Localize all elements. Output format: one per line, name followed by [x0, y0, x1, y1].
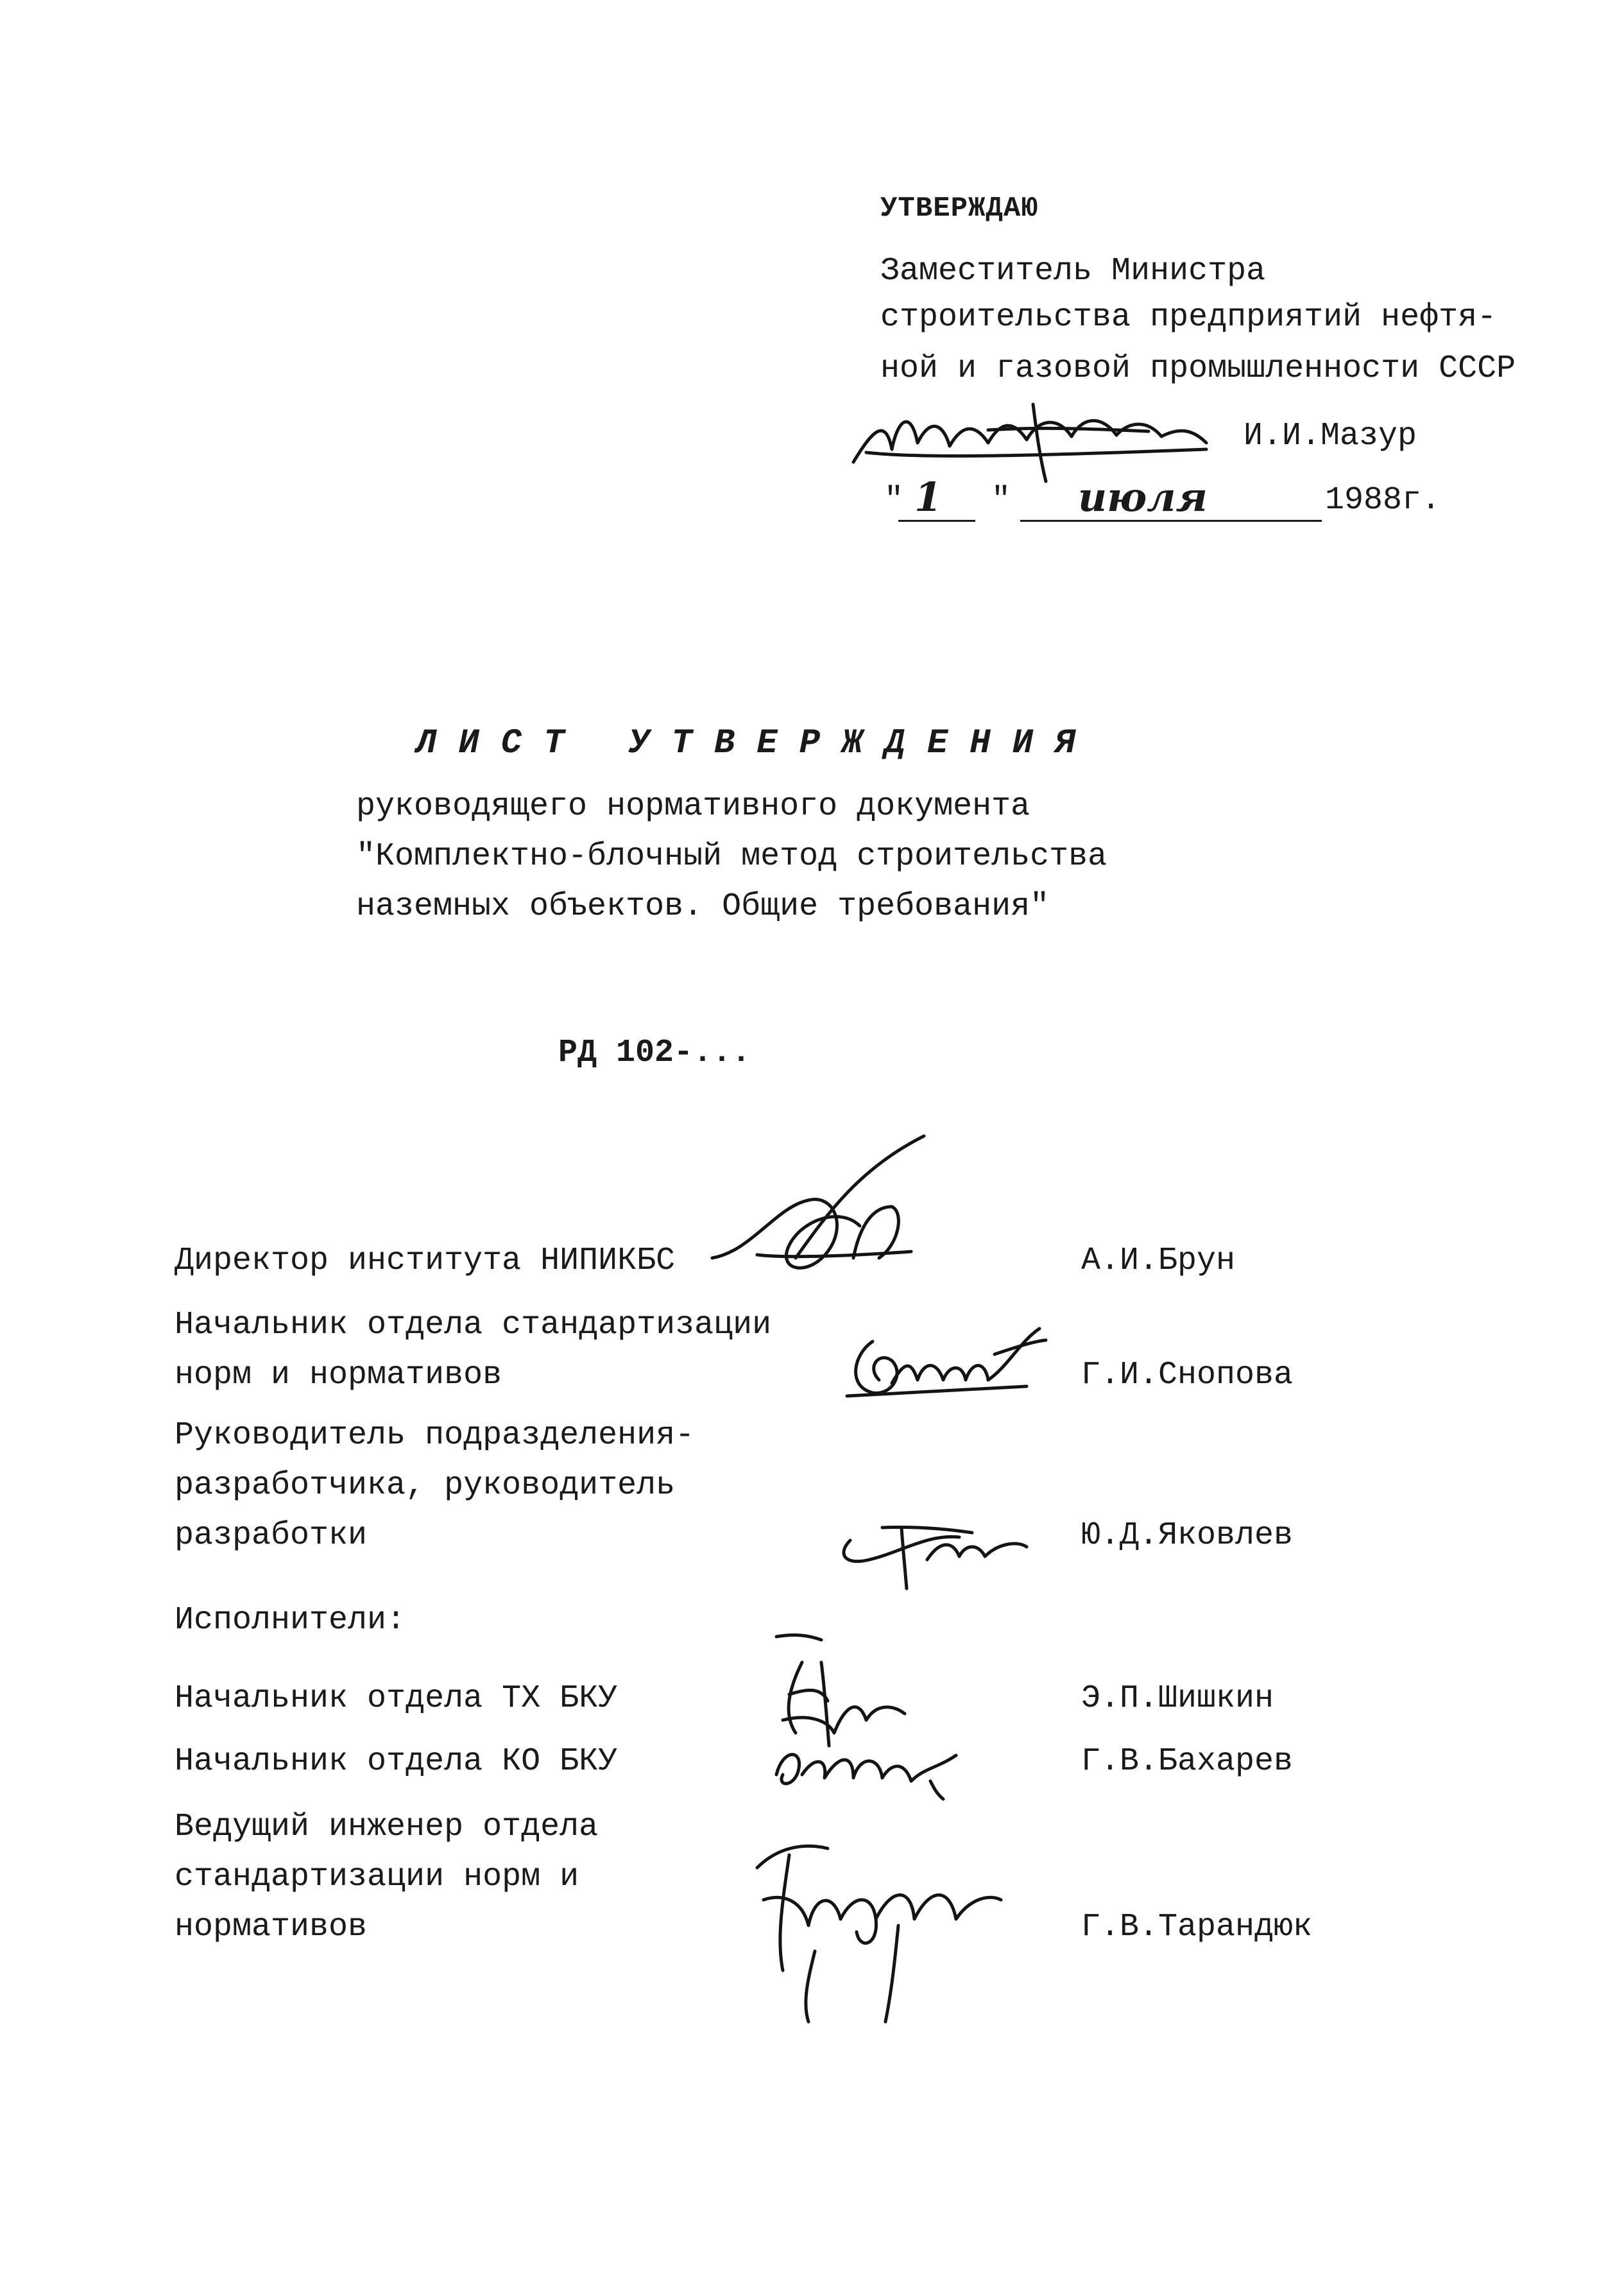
document-code: РД 102-...	[558, 1035, 751, 1071]
signatory-1-position: Директор института НИПИКБС	[175, 1243, 676, 1279]
approval-line-3: ной и газовой промышленности СССР	[880, 350, 1516, 387]
signatory-2-name: Г.И.Снопова	[1081, 1357, 1294, 1393]
executor-3-position-line-2: стандартизации норм и	[175, 1859, 579, 1895]
executor-1-position: Начальник отдела ТХ БКУ	[175, 1680, 618, 1717]
title-line-2: "Комплектно-блочный метод строительства	[356, 838, 1107, 875]
date-day-underline	[898, 520, 975, 522]
signatory-1-name: А.И.Брун	[1081, 1243, 1236, 1279]
approval-signer: И.И.Мазур	[1244, 418, 1417, 454]
executor-1-name: Э.П.Шишкин	[1081, 1680, 1274, 1717]
executor-3-position-line-3: нормативов	[175, 1909, 368, 1945]
executor-3-name: Г.В.Тарандюк	[1081, 1909, 1313, 1945]
title-line-1: руководящего нормативного документа	[356, 788, 1030, 825]
date-open-quote: "	[884, 482, 904, 519]
approval-line-2: строительства предприятий нефтя-	[880, 299, 1497, 336]
date-mid-quote: "	[991, 482, 1011, 519]
executor-2-position: Начальник отдела КО БКУ	[175, 1743, 618, 1780]
document-title: ЛИСТ УТВЕРЖДЕНИЯ	[416, 724, 1098, 763]
date-month: июля	[1078, 474, 1208, 521]
title-line-3: наземных объектов. Общие требования"	[356, 888, 1050, 925]
signature-bakharev	[764, 1730, 969, 1800]
signatory-3-position-line-1: Руководитель подразделения-	[175, 1417, 695, 1454]
date-day: 1	[914, 474, 943, 521]
signature-yakovlev	[831, 1502, 1030, 1598]
executor-2-name: Г.В.Бахарев	[1081, 1743, 1294, 1780]
executors-label: Исполнители:	[175, 1602, 406, 1639]
signatory-2-position-line-2: норм и нормативов	[175, 1357, 502, 1393]
executor-3-position-line-1: Ведущий инженер отдела	[175, 1809, 599, 1845]
date-month-underline	[1020, 520, 1322, 522]
signatory-3-name: Ю.Д.Яковлев	[1081, 1517, 1294, 1554]
signature-tarandyuk	[738, 1823, 1007, 2028]
date-year: 1988г.	[1325, 482, 1441, 519]
signature-brun	[699, 1130, 930, 1296]
signature-snopova	[834, 1316, 1052, 1412]
signatory-3-position-line-2: разработчика, руководитель	[175, 1467, 676, 1504]
approval-line-1: Заместитель Министра	[880, 253, 1266, 289]
signatory-3-position-line-3: разработки	[175, 1517, 368, 1554]
signatory-2-position-line-1: Начальник отдела стандартизации	[175, 1307, 772, 1343]
approval-heading: УТВЕРЖДАЮ	[880, 193, 1039, 225]
